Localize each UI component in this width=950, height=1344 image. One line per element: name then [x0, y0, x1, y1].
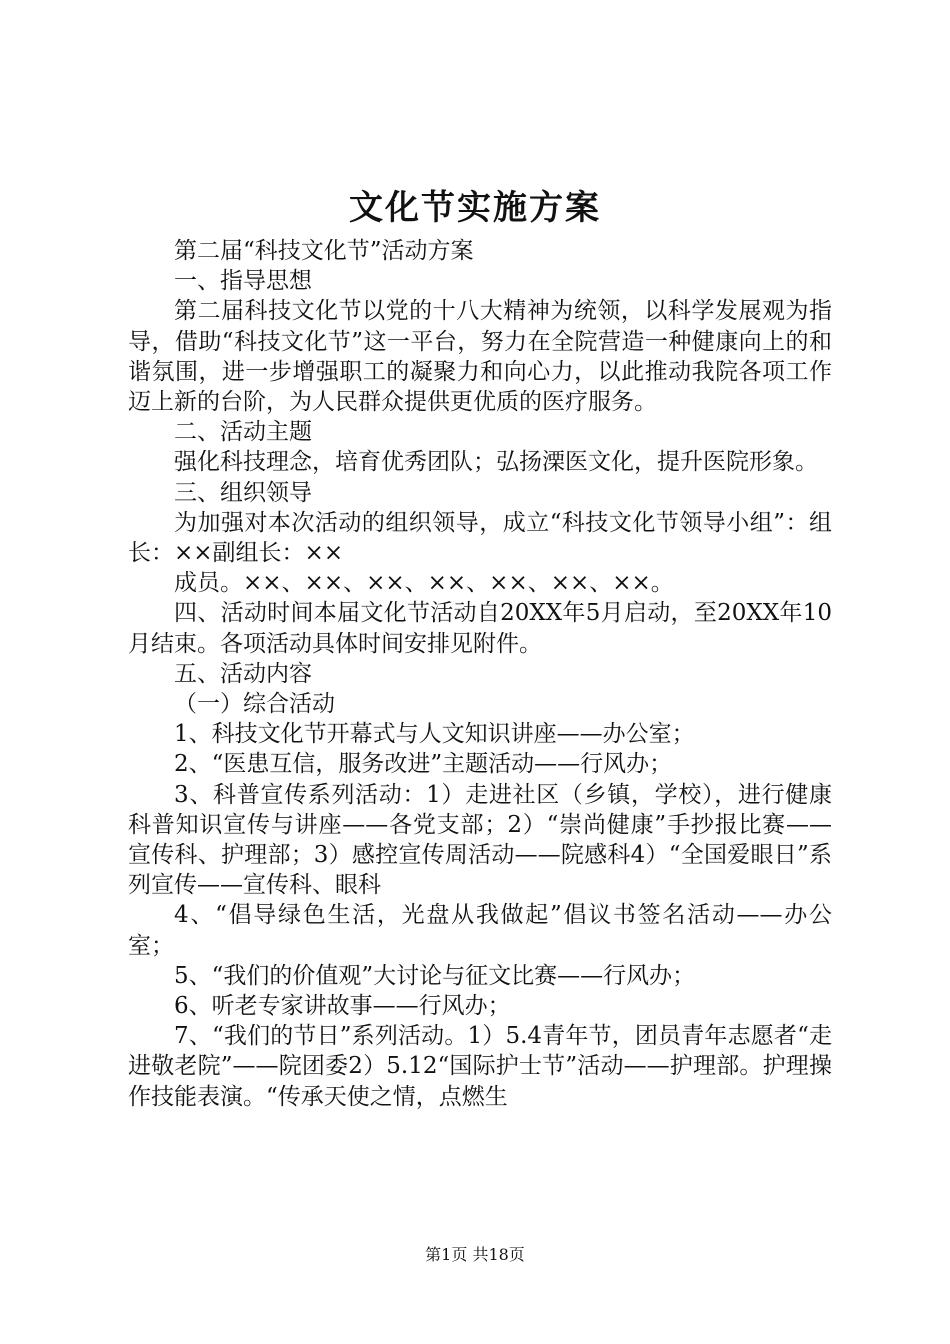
list-item-1: 1、科技文化节开幕式与人文知识讲座——办公室；	[174, 721, 695, 748]
document-title: 文化节实施方案	[349, 188, 601, 228]
list-item-4: 4、“倡导绿色生活，光盘从我做起”倡议书签名活动——办公室；	[128, 902, 832, 959]
paragraph-schedule: 四、活动时间本届文化节活动自20XX年5月启动，至20XX年10月结束。各项活动具体时间安排见附件。	[128, 600, 832, 657]
section-heading-organization: 三、组织领导	[174, 479, 312, 506]
page-footer: 第1页 共18页	[425, 1245, 525, 1264]
section-heading-theme: 二、活动主题	[174, 419, 312, 446]
section-heading-content: 五、活动内容	[174, 660, 312, 687]
section-heading-guiding-ideology: 一、指导思想	[174, 268, 312, 295]
list-item-7: 7、“我们的节日”系列活动。1）5.4青年节，团员青年志愿者“走进敬老院”——院团委2）5.12“国际护士节”活动——护理部。护理操作技能表演。“传承天使之情，点燃生	[128, 1023, 832, 1110]
paragraph-organization: 为加强对本次活动的组织领导，成立“科技文化节领导小组”：组长：××副组长：××	[128, 509, 832, 567]
paragraph-subtitle: 第二届“科技文化节”活动方案	[174, 238, 474, 264]
list-item-6: 6、听老专家讲故事——行风办；	[174, 993, 511, 1020]
list-item-2: 2、“医患互信，服务改进”主题活动——行风办；	[174, 751, 673, 778]
list-item-5: 5、“我们的价值观”大讨论与征文比赛——行风办；	[174, 962, 696, 989]
paragraph-theme: 强化科技理念，培育优秀团队；弘扬溧医文化，提升医院形象。	[174, 449, 818, 476]
list-item-3: 3、科普宣传系列活动：1）走进社区（乡镇，学校），进行健康科普知识宣传与讲座——各党支部；2）“崇尚健康”手抄报比赛——宣传科、护理部；3）感控宣传周活动——院感科4）“全国爱眼日”系列宣传——宣传科、眼科	[128, 781, 832, 899]
subsection-heading-general: （一）综合活动	[174, 691, 335, 718]
document-body	[128, 236, 832, 1112]
paragraph-members: 成员。××、××、××、××、××、××、××。	[174, 570, 674, 597]
paragraph-guiding-ideology: 第二届科技文化节以党的十八大精神为统领，以科学发展观为指导，借助“科技文化节”这一平台，努力在全院营造一种健康向上的和谐氛围，进一步增强职工的凝聚力和向心力，以此推动我院各项工作迈上新的台阶，为人民群众提供更优质的医疗服务。	[128, 298, 832, 416]
